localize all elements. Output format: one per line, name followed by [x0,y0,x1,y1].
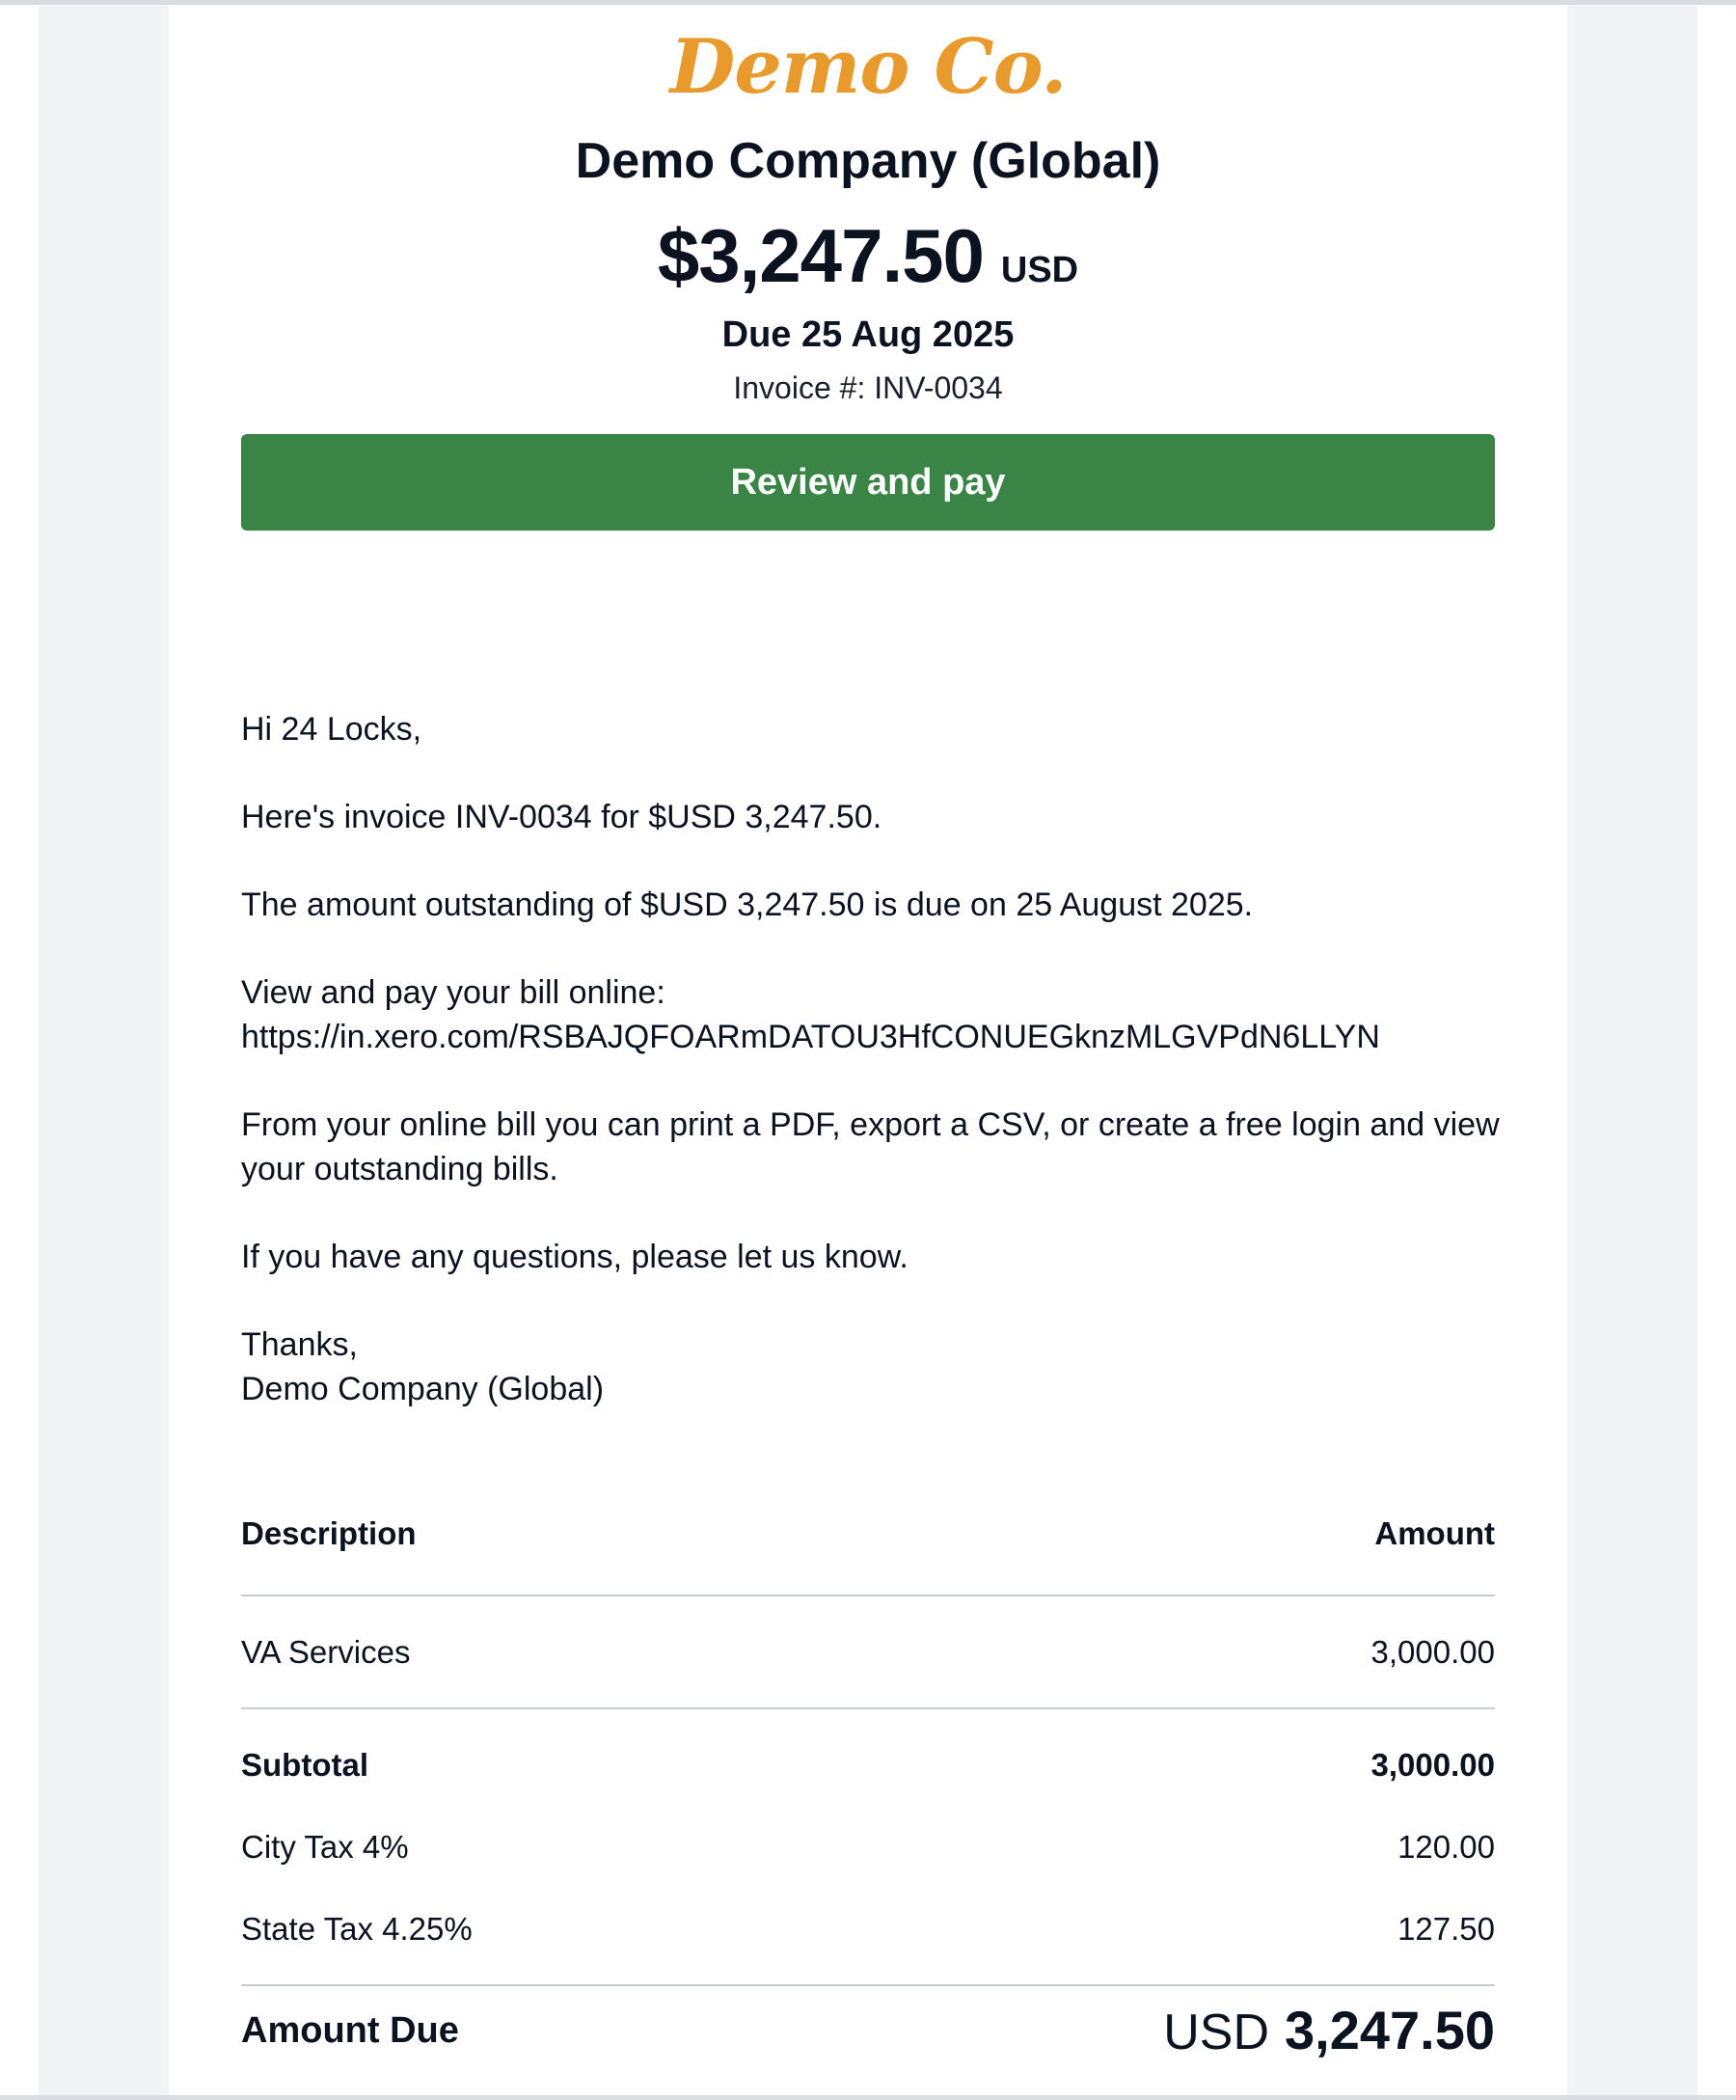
email-message [241,707,1514,1411]
left-margin-panel [39,5,169,2095]
total-amount: $3,247.50 [657,213,984,298]
amount-due-row [241,1997,1495,2064]
signoff: Thanks, [241,1326,358,1363]
table-row [241,1628,1495,1677]
signoff-paragraph [241,1323,1514,1411]
total-currency: USD [1000,250,1079,290]
subtotal-value: 3,000.00 [1370,1747,1495,1783]
online-bill-link[interactable]: https://in.xero.com/RSBAJQFOARmDATOU3HfCONUEGknzMLGVPdN6LLYN [241,1019,1380,1055]
company-name: Demo Company (Global) [575,133,1161,189]
amount-due-label: Amount Due [241,2010,459,2051]
line-item-description: VA Services [241,1634,411,1670]
invoice-summary: Here's invoice INV-0034 for $USD 3,247.50. [241,799,882,835]
subtotal-row [241,1741,1495,1789]
amount-due-value [1163,1997,1495,2079]
table-header [241,1510,1495,1558]
amount-header: Amount [1374,1515,1495,1551]
features-paragraph: From your online bill you can print a PDF, export a CSV, or create a free login and view your outstanding bills. [241,1106,1500,1187]
online-bill-intro: View and pay your bill online: [241,974,665,1011]
description-header: Description [241,1515,417,1551]
right-margin-panel [1567,5,1697,2095]
divider [241,1984,1495,1986]
invoice-email [169,5,1567,2095]
tax-value: 120.00 [1397,1829,1495,1865]
review-and-pay-button[interactable]: Review and pay [241,434,1495,531]
online-bill-paragraph [241,970,1514,1059]
divider [241,1707,1495,1709]
invoice-number: Invoice #: INV-0034 [733,370,1003,405]
greeting: Hi 24 Locks, [241,711,422,748]
questions-paragraph: If you have any questions, please let us know. [241,1239,909,1275]
signature: Demo Company (Global) [241,1371,605,1407]
invoice-total [169,212,1567,321]
tax-label: City Tax 4% [241,1829,409,1865]
bottom-border [0,2095,1736,2100]
tax-label: State Tax 4.25% [241,1911,473,1947]
divider [241,1595,1495,1596]
amount-due-number: 3,247.50 [1285,2000,1495,2060]
subtotal-label: Subtotal [241,1747,368,1783]
outstanding-notice: The amount outstanding of $USD 3,247.50 is due on 25 August 2025. [241,886,1254,923]
tax-row [241,1905,1495,1953]
tax-row [241,1823,1495,1871]
line-item-amount: 3,000.00 [1370,1634,1495,1670]
company-logo: Demo Co. [669,23,1067,111]
tax-value: 127.50 [1397,1911,1495,1947]
amount-due-currency: USD [1163,2005,1270,2060]
due-date: Due 25 Aug 2025 [721,314,1015,355]
